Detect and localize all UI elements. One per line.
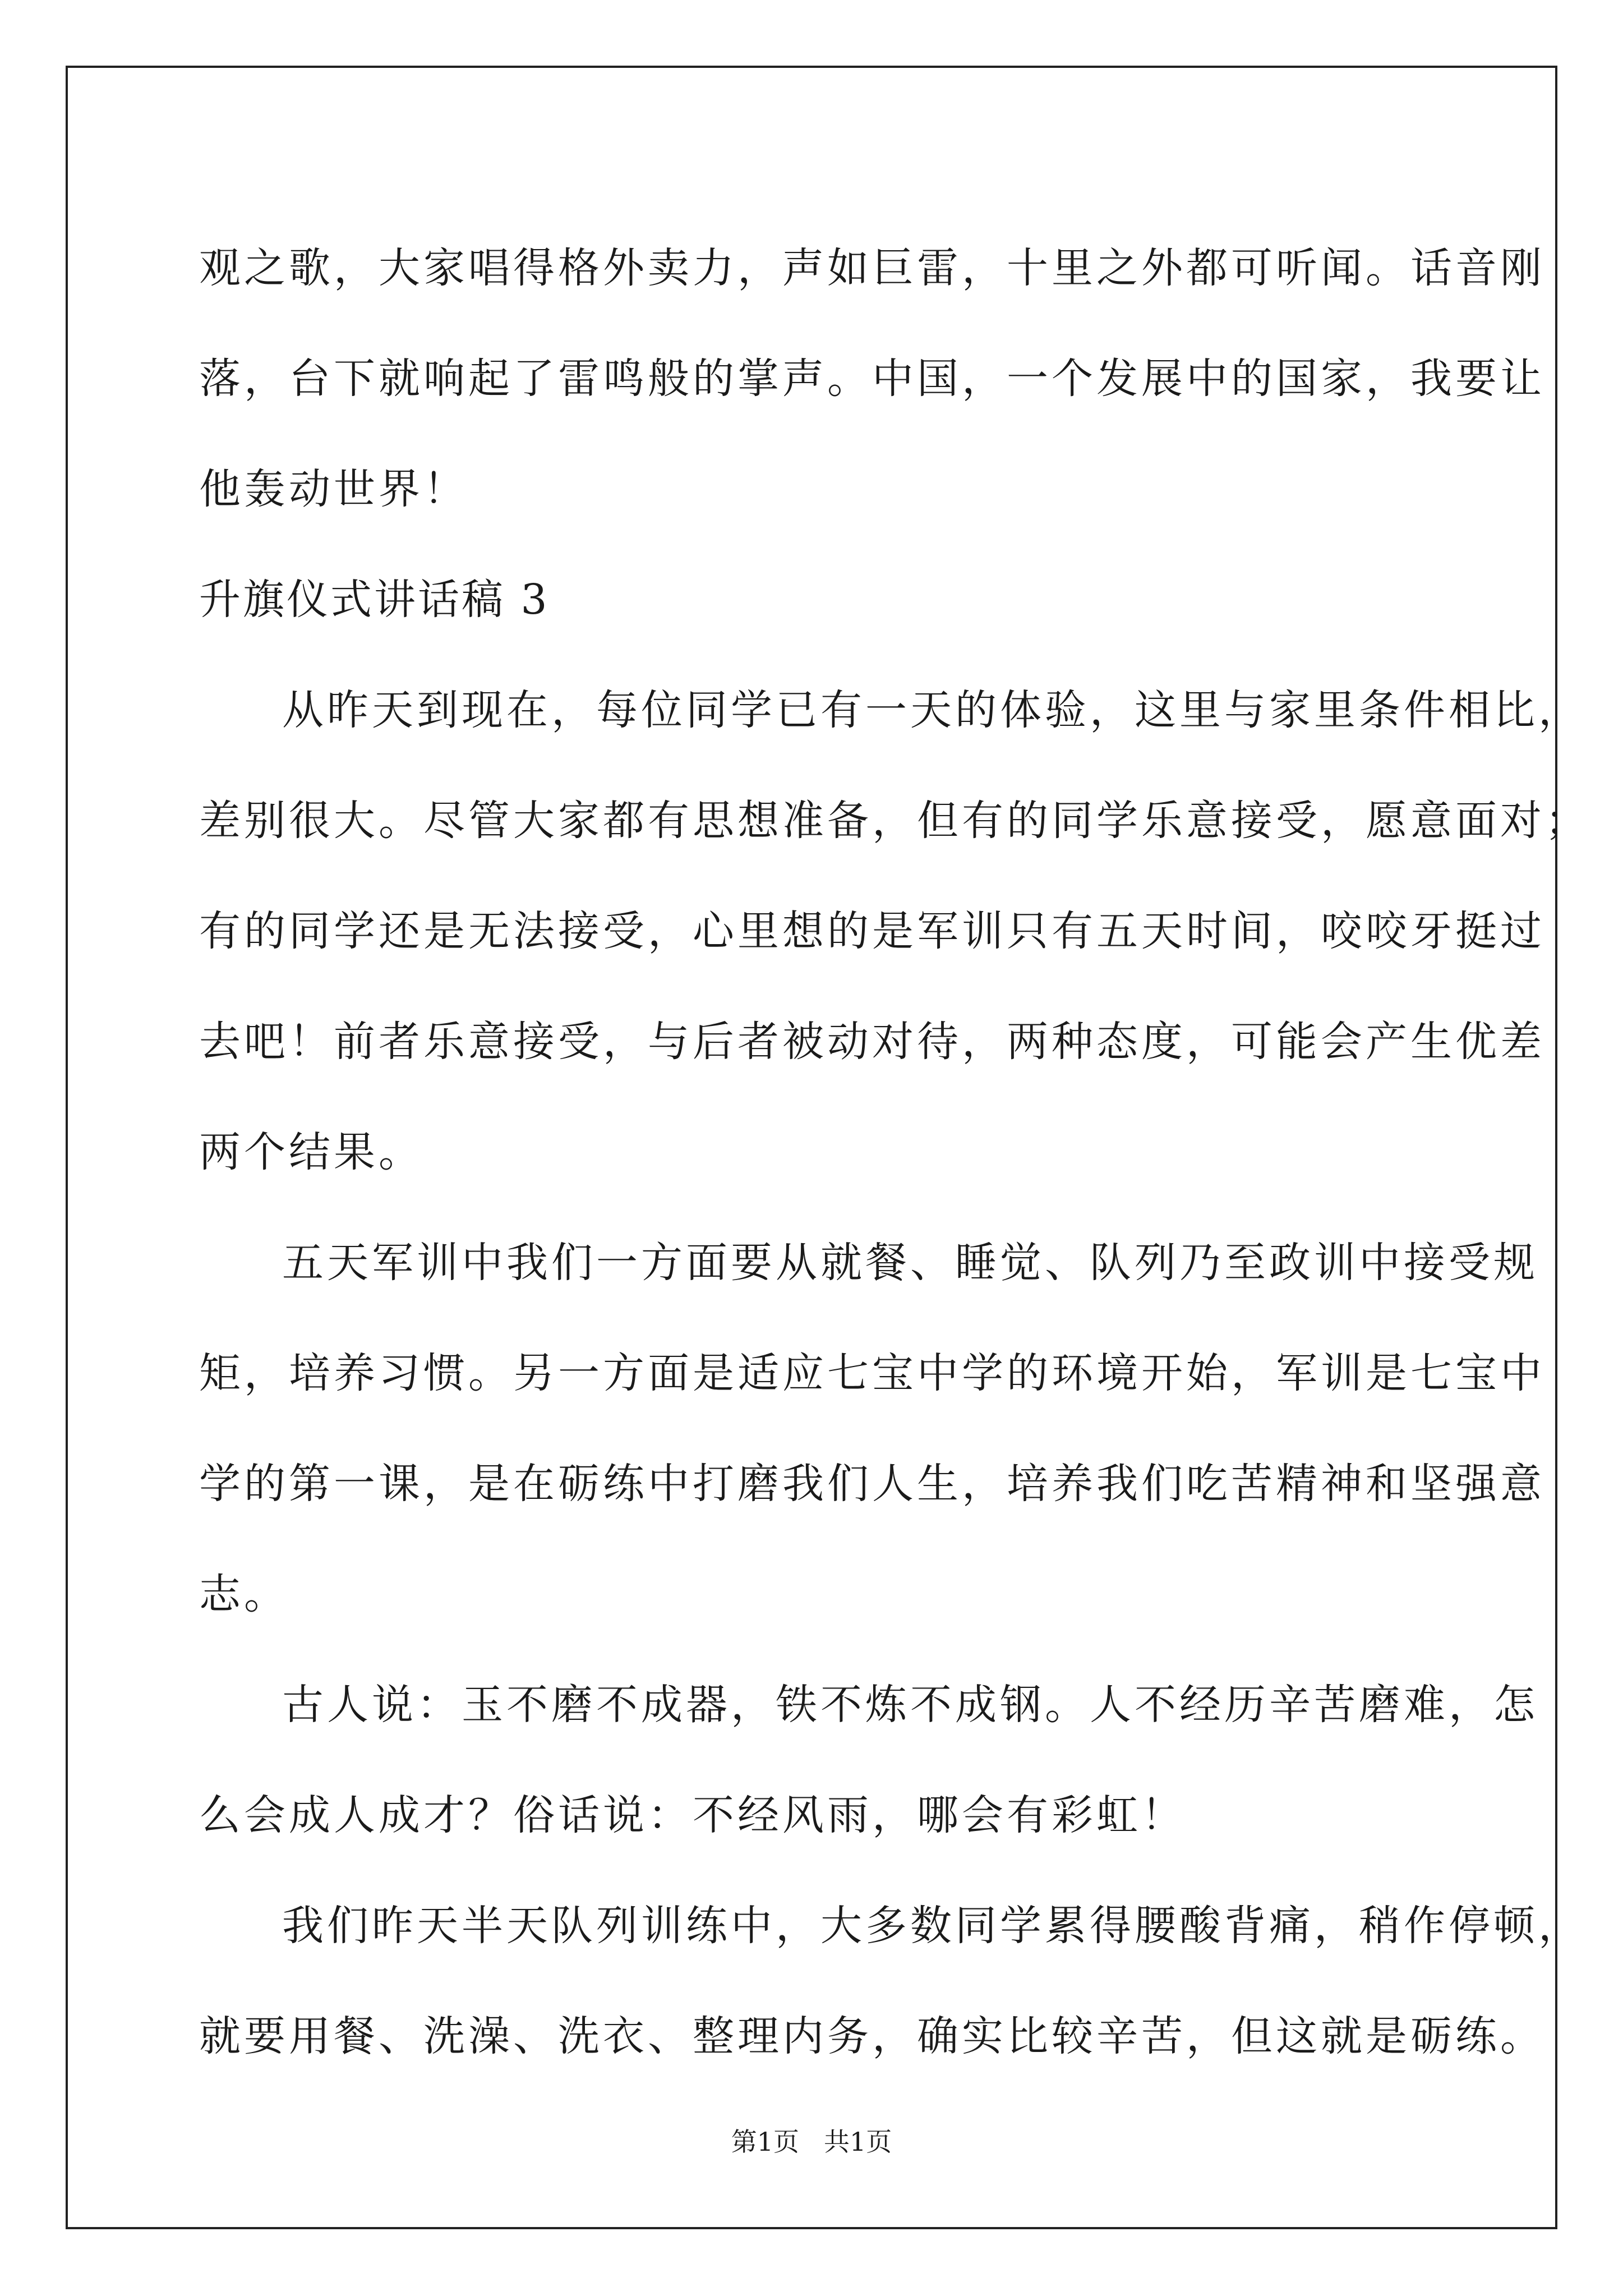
document-body (199, 213, 1590, 2092)
text-line: 落，台下就响起了雷鸣般的掌声。中国，一个发展中的国家，我要让 (199, 355, 1545, 403)
text-line: 两个结果。 (199, 1128, 423, 1176)
page-number: 第1页 (731, 2127, 799, 2157)
text-line: 学的第一课，是在砺练中打磨我们人生，培养我们吃苦精神和坚强意 (199, 1460, 1545, 1508)
text-line: 去吧！前者乐意接受，与后者被动对待，两种态度，可能会产生优差 (199, 1018, 1545, 1066)
text-line: 古人说：玉不磨不成器，铁不炼不成钢。人不经历辛苦磨难，怎 (282, 1681, 1538, 1729)
text-line: 从昨天到现在，每位同学已有一天的体验，这里与家里条件相比， (282, 686, 1583, 734)
text-line: 矩，培养习惯。另一方面是适应七宝中学的环境开始，军训是七宝中 (199, 1349, 1545, 1397)
page-footer (0, 2125, 1623, 2159)
text-line: 他轰动世界！ (199, 465, 468, 513)
text-line: 有的同学还是无法接受，心里想的是军训只有五天时间，咬咬牙挺过 (199, 907, 1545, 955)
text-line: 志。 (199, 1570, 289, 1618)
text-line: 就要用餐、洗澡、洗衣、整理内务，确实比较辛苦，但这就是砺练。 (199, 2012, 1545, 2060)
section-heading: 升旗仪式讲话稿 3 (199, 576, 550, 624)
text-line: 五天军训中我们一方面要从就餐、睡觉、队列乃至政训中接受规 (282, 1239, 1538, 1287)
text-line: 差别很大。尽管大家都有思想准备，但有的同学乐意接受，愿意面对； (199, 797, 1590, 845)
page-total: 共1页 (824, 2127, 892, 2157)
text-line: 我们昨天半天队列训练中，大多数同学累得腰酸背痛，稍作停顿， (282, 1902, 1583, 1950)
text-line: 观之歌，大家唱得格外卖力，声如巨雷，十里之外都可听闻。话音刚 (199, 244, 1545, 292)
text-line: 么会成人成才？俗话说：不经风雨，哪会有彩虹！ (199, 1791, 1186, 1839)
